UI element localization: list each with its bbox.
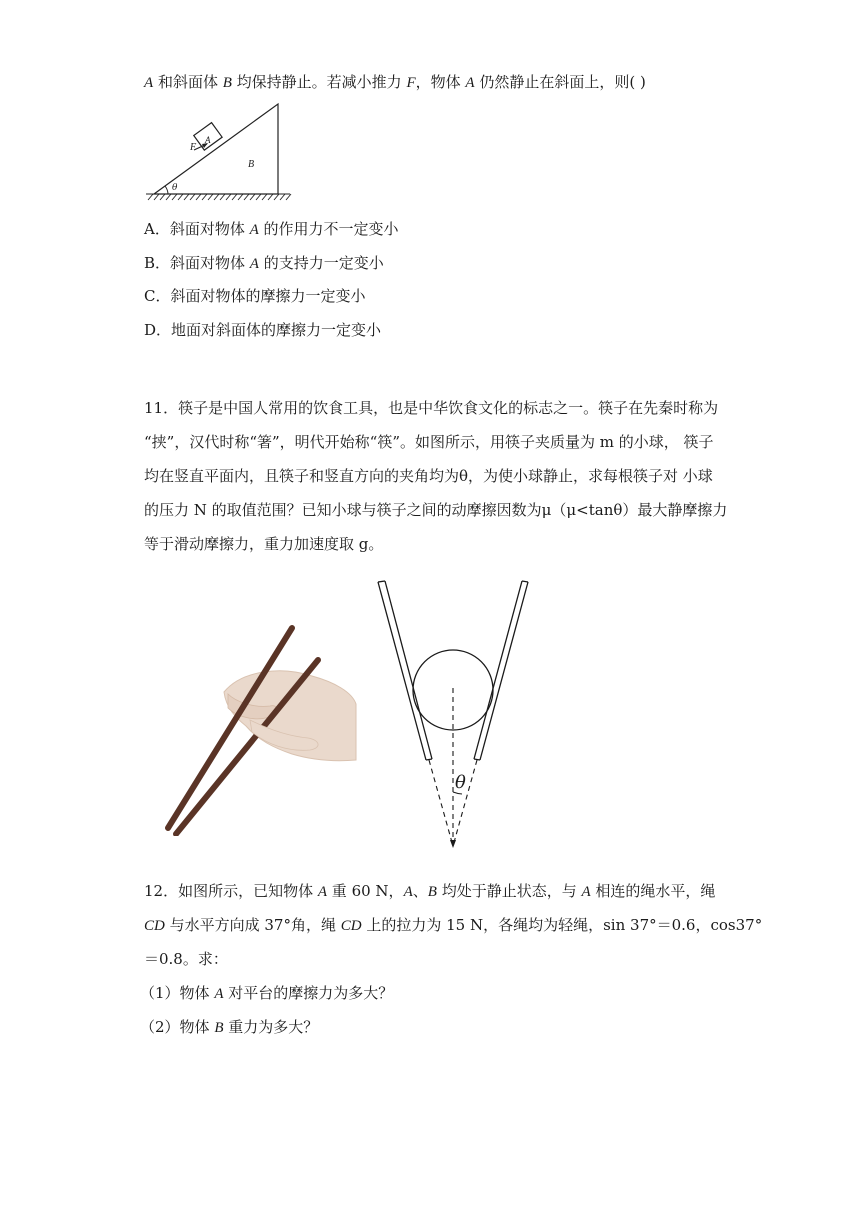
angle-arc <box>165 186 168 194</box>
option-text: 的作用力不一定变小 <box>258 220 399 238</box>
text: 上的拉力为 15 N，各绳均为轻绳，sin 37°＝0.6，cos37° <box>361 916 763 934</box>
var: B <box>214 1020 224 1036</box>
option-d <box>144 320 381 340</box>
var: A <box>465 75 475 91</box>
dashed-extensions <box>429 688 477 846</box>
text: 重力为多大？ <box>223 1018 319 1036</box>
var: A <box>144 75 154 91</box>
label-theta: θ <box>172 183 178 193</box>
option-a <box>144 219 399 240</box>
label-A: A <box>205 135 211 145</box>
q11-line: 等于滑动摩擦力，重力加速度取 g。 <box>144 535 384 553</box>
text: 相连的绳水平，绳 <box>590 882 716 900</box>
incline-figure <box>140 100 300 206</box>
text: 对平台的摩擦力为多大？ <box>223 984 394 1002</box>
option-text: A．斜面对物体 <box>144 220 250 238</box>
label-B: B <box>248 159 255 170</box>
q12-sub2 <box>140 1017 318 1038</box>
text: 和斜面体 <box>153 73 223 91</box>
var: A <box>403 884 413 900</box>
q11-line: 均在竖直平面内，且筷子和竖直方向的夹角均为θ，为使小球静止，求每根筷子对 小球 <box>144 467 713 485</box>
var: CD <box>340 918 362 934</box>
var: A <box>581 884 591 900</box>
text: 重 60 N， <box>327 882 404 900</box>
q11-line: 11．筷子是中国人常用的饮食工具，也是中华饮食文化的标志之一。筷子在先秦时称为 <box>144 399 719 417</box>
q12-sub1 <box>140 983 393 1004</box>
text: 均保持静止。若减小推力 <box>231 73 407 91</box>
q10-intro-line <box>144 72 646 93</box>
text: 12．如图所示，已知物体 <box>144 882 318 900</box>
var: A <box>214 986 224 1002</box>
text: 仍然静止在斜面上，则( ) <box>474 73 646 91</box>
var: CD <box>144 918 165 934</box>
chopsticks-ball-diagram <box>370 576 538 852</box>
var: B <box>222 75 232 91</box>
arrow-head-icon <box>450 840 456 848</box>
option-text: 的支持力一定变小 <box>258 254 384 272</box>
incline-B <box>154 104 278 194</box>
option-text: B．斜面对物体 <box>144 254 250 272</box>
var: F <box>406 75 416 91</box>
chopsticks-hand-photo <box>162 622 362 836</box>
text: ，物体 <box>415 73 466 91</box>
option-b <box>144 253 384 274</box>
right-chopstick <box>474 581 528 760</box>
text: 与水平方向成 37°角，绳 <box>164 916 341 934</box>
q12-line3: ＝0.8。求： <box>144 950 228 968</box>
text: 、 <box>412 882 428 900</box>
q12-line1 <box>144 881 715 902</box>
var: A <box>317 884 328 900</box>
text: 均处于静止状态，与 <box>436 882 582 900</box>
q11-line: “挟”，汉代时称“箸”，明代开始称“筷”。如图所示，用筷子夹质量为 m 的小球， 筷子 <box>144 433 714 451</box>
text: （1）物体 <box>140 984 215 1002</box>
option-text: C．斜面对物体的摩擦力一定变小 <box>144 287 366 305</box>
option-text: D．地面对斜面体的摩擦力一定变小 <box>144 321 382 339</box>
var: A <box>249 222 259 238</box>
var: A <box>249 256 259 272</box>
left-chopstick <box>378 581 432 760</box>
label-theta: θ <box>455 772 466 793</box>
label-F: F <box>190 142 197 153</box>
q11-line: 的压力 N 的取值范围？已知小球与筷子之间的动摩擦因数为μ（μ<tanθ）最大静摩擦力 <box>144 501 728 519</box>
var: B <box>427 884 437 900</box>
q12-line2 <box>144 915 762 936</box>
option-c <box>144 286 365 306</box>
text: （2）物体 <box>140 1018 215 1036</box>
ground-hatch <box>146 194 291 200</box>
